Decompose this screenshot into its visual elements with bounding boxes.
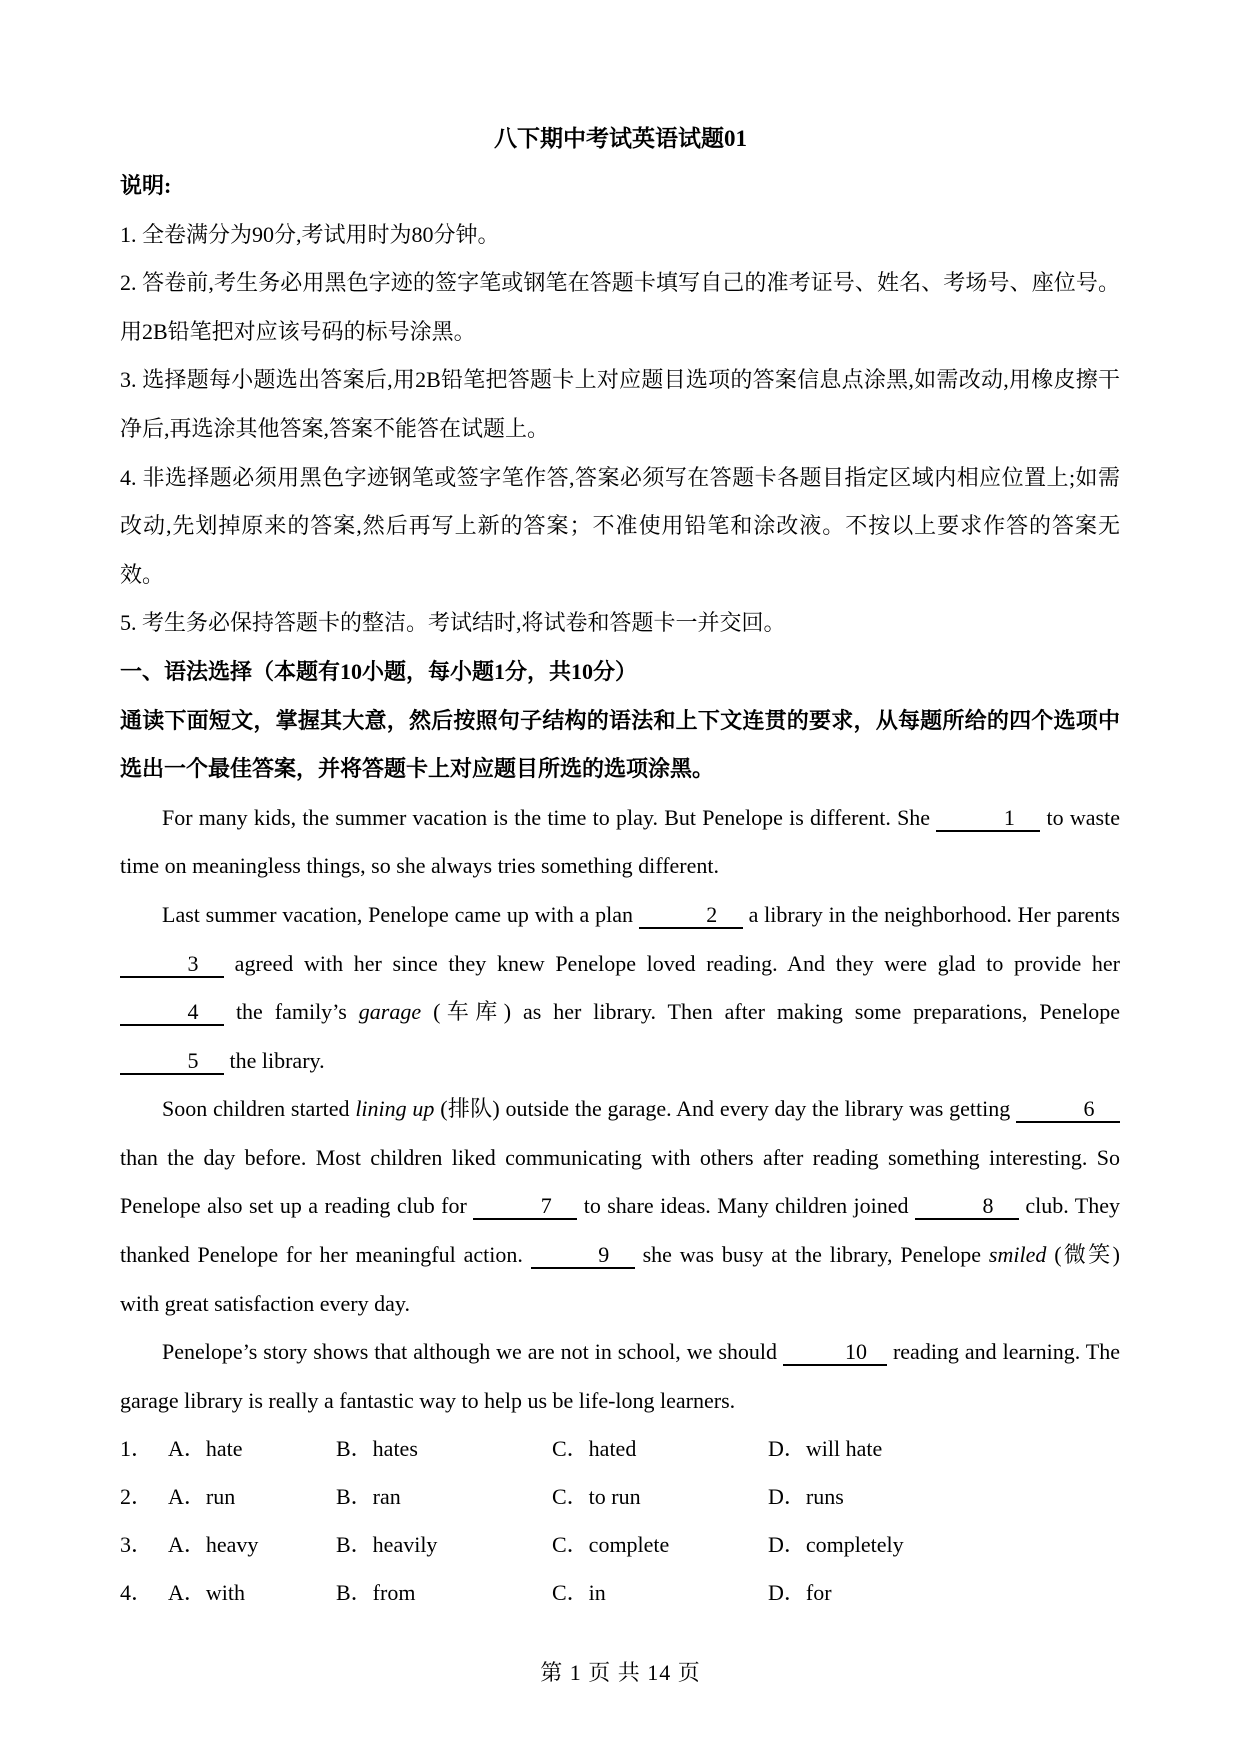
blank-7: 7	[473, 1194, 577, 1220]
blank-6: 6	[1016, 1097, 1120, 1123]
question-row	[120, 1569, 1120, 1617]
question-row	[120, 1425, 1120, 1473]
question-number: 2．	[120, 1484, 154, 1510]
passage-paragraph-4: Penelope’s story shows that although we are not in school, we should 10 reading and learning. The garage library is really a fantastic way to help us be life-long learners.	[120, 1339, 1120, 1413]
blank-1: 1	[936, 806, 1040, 832]
option-d: D．runs	[768, 1484, 844, 1510]
note-item: 2. 答卷前,考生务必用黑色字迹的签字笔或钢笔在答题卡填写自己的准考证号、姓名、考场号、座位号。用2B铅笔把对应该号码的标号涂黑。	[120, 270, 1120, 344]
section-heading: 一、语法选择（本题有10小题，每小题1分，共10分）	[120, 658, 638, 684]
option-d: D．completely	[768, 1532, 904, 1558]
option-a: A．hate	[168, 1436, 243, 1462]
passage-paragraph-3: Soon children started lining up (排队) outside the garage. And every day the library was getting 6 than the day before. Most children liked communicating with others after reading something interesting. So Penelope also set up a reading club for 7 to share ideas. Many children joined 8 club. They thanked Penelope for her meaningful action. 9 she was busy at the library, Penelope smiled (微笑) with great satisfaction every day.	[120, 1096, 1120, 1316]
section-instruction: 通读下面短文，掌握其大意，然后按照句子结构的语法和上下文连贯的要求，从每题所给的四个选项中选出一个最佳答案，并将答题卡上对应题目所选的选项涂黑。	[120, 707, 1120, 782]
blank-3: 3	[120, 952, 224, 978]
blank-10: 10	[783, 1340, 887, 1366]
option-b: B．ran	[336, 1484, 401, 1510]
blank-4: 4	[120, 1000, 224, 1026]
option-c: C．hated	[552, 1436, 637, 1462]
option-c: C．complete	[552, 1532, 670, 1558]
option-c: C．in	[552, 1580, 606, 1606]
option-a: A．heavy	[168, 1532, 259, 1558]
page-title: 八下期中考试英语试题01	[494, 126, 747, 151]
passage-paragraph-1: For many kids, the summer vacation is the time to play. But Penelope is different. She 1 to waste time on meaningless things, so she always tries something different.	[120, 804, 1120, 879]
option-d: D．for	[768, 1580, 832, 1606]
blank-9: 9	[531, 1243, 635, 1269]
option-a: A．with	[168, 1580, 246, 1606]
blank-5: 5	[120, 1049, 224, 1075]
note-item: 1. 全卷满分为90分,考试用时为80分钟。	[120, 221, 500, 247]
question-row	[120, 1473, 1120, 1521]
option-d: D．will hate	[768, 1436, 883, 1462]
page-footer: 第 1 页 共 14 页	[540, 1660, 701, 1685]
notes-heading: 说明:	[120, 173, 172, 198]
option-b: B．hates	[336, 1436, 418, 1462]
option-b: B．from	[336, 1580, 416, 1606]
question-options	[120, 1425, 1120, 1617]
question-row	[120, 1521, 1120, 1569]
question-number: 4．	[120, 1580, 154, 1606]
blank-2: 2	[639, 903, 743, 929]
question-number: 3．	[120, 1532, 154, 1558]
question-number: 1．	[120, 1436, 154, 1462]
option-a: A．run	[168, 1484, 236, 1510]
option-c: C．to run	[552, 1484, 641, 1510]
note-item: 4. 非选择题必须用黑色字迹钢笔或签字笔作答,答案必须写在答题卡各题目指定区域内相应位置上;如需改动,先划掉原来的答案,然后再写上新的答案；不准使用铅笔和涂改液。不按以上要求作答的答案无效。	[120, 464, 1120, 587]
page-content	[120, 162, 1120, 1617]
passage-paragraph-2: Last summer vacation, Penelope came up with a plan 2 a library in the neighborhood. Her parents 3 agreed with her since they knew Penelope loved reading. And they were glad to provide her 4 the family’s garage (车库) as her library. Then after making some preparations, Penelope 5 the library.	[120, 891, 1120, 1085]
option-b: B．heavily	[336, 1532, 438, 1558]
blank-8: 8	[915, 1194, 1019, 1220]
note-item: 3. 选择题每小题选出答案后,用2B铅笔把答题卡上对应题目选项的答案信息点涂黑,如需改动,用橡皮擦干净后,再选涂其他答案,答案不能答在试题上。	[120, 367, 1120, 441]
note-item: 5. 考生务必保持答题卡的整洁。考试结时,将试卷和答题卡一并交回。	[120, 610, 786, 636]
